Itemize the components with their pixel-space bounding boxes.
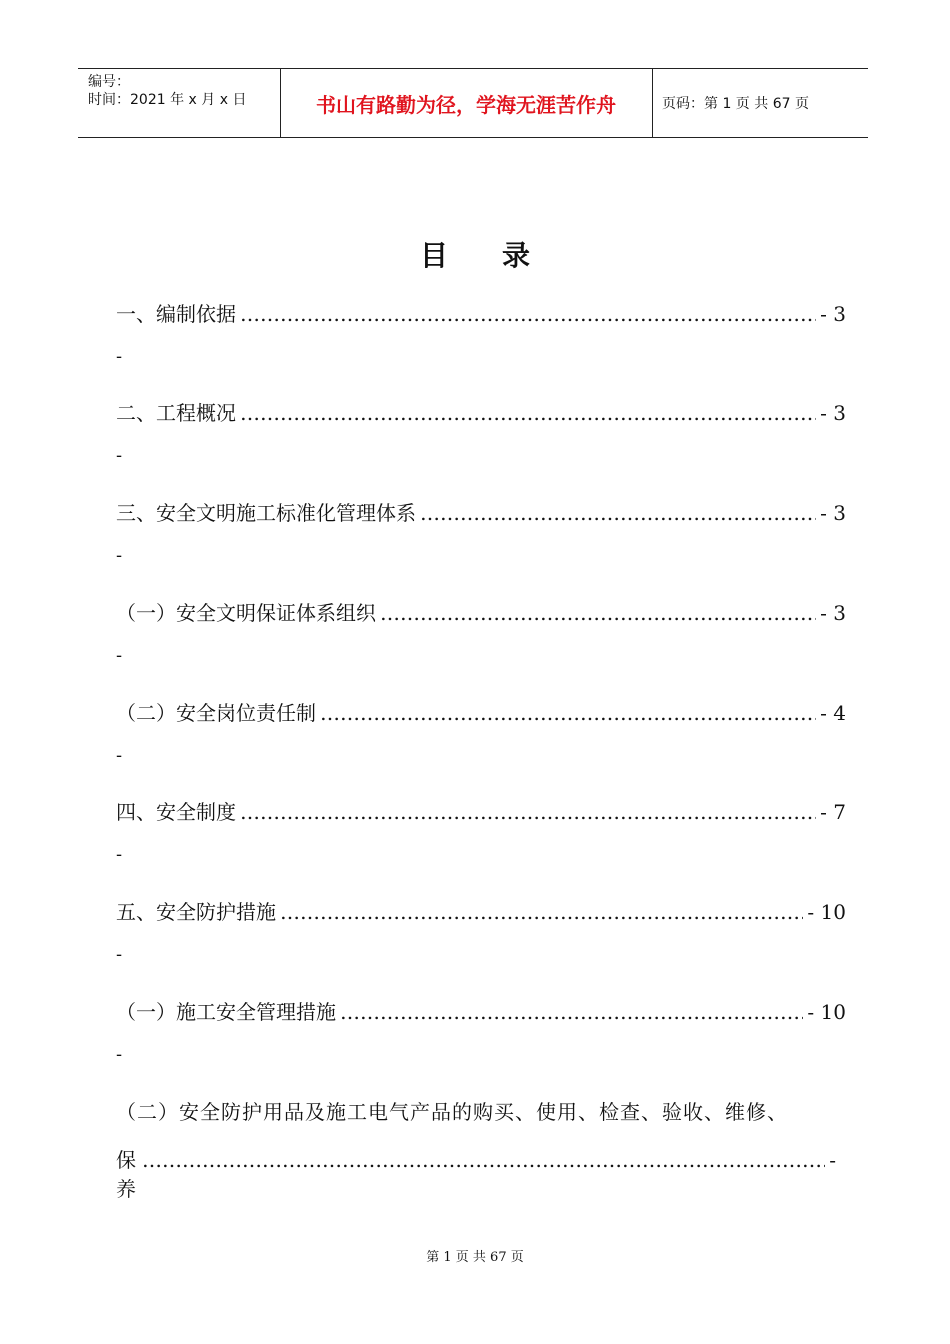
toc-entry-text: （一）施工安全管理措施: [116, 1000, 336, 1024]
toc-entry-page: -: [829, 1148, 836, 1172]
toc-entry-text: 一、编制依据: [116, 302, 236, 326]
toc-entry-tail: -: [116, 745, 123, 766]
toc-entry-text: 三、安全文明施工标准化管理体系: [116, 501, 416, 525]
toc-leader-dots: [142, 1148, 825, 1172]
toc-entry[interactable]: [116, 397, 846, 466]
toc-entry-text: 四、安全制度: [116, 800, 236, 824]
toc-entry-text: 五、安全防护措施: [116, 900, 276, 924]
toc-entry-page: - 3: [820, 601, 846, 625]
toc-entry-tail: -: [116, 346, 123, 367]
toc-entry-text: （二）安全岗位责任制: [116, 701, 316, 725]
toc-leader-dots: [240, 302, 816, 326]
toc-entry-page: - 3: [820, 501, 846, 525]
toc-entry-text-cont: 保养: [116, 1148, 136, 1201]
toc-entry[interactable]: [116, 298, 846, 367]
toc-entry-long[interactable]: [116, 1096, 846, 1201]
toc-entry-tail: -: [116, 944, 123, 965]
toc-entry-page: - 10: [807, 900, 846, 924]
toc-leader-dots: [420, 501, 816, 525]
toc-leader-dots: [240, 800, 816, 824]
header-meta-cell: [78, 69, 281, 137]
toc-entry[interactable]: [116, 497, 846, 566]
toc-leader-dots: [380, 601, 816, 625]
toc-entry-page: - 4: [820, 701, 846, 725]
toc-title: 目录: [419, 239, 584, 272]
toc-leader-dots: [240, 401, 816, 425]
toc-entry-text: （二）安全防护用品及施工电气产品的购买、使用、检查、验收、维修、: [116, 1100, 788, 1124]
header-page-code: 页码：第 1 页 共 67 页: [662, 96, 809, 112]
number-label: 编号：: [88, 74, 130, 90]
toc-entry-page: - 7: [820, 800, 846, 824]
toc-entry[interactable]: [116, 597, 846, 666]
toc-entry[interactable]: [116, 796, 846, 865]
toc-entry-tail: -: [116, 1044, 123, 1065]
toc-entry[interactable]: [116, 996, 846, 1065]
toc-entry[interactable]: [116, 697, 846, 766]
toc-entry-page: - 10: [807, 1000, 846, 1024]
toc-entry-tail: -: [116, 844, 123, 865]
toc-entry[interactable]: [116, 896, 846, 965]
toc-entry-tail: -: [116, 445, 123, 466]
toc-entry-tail: -: [116, 545, 123, 566]
toc-leader-dots: [340, 1000, 803, 1024]
toc-entry-page: - 3: [820, 401, 846, 425]
toc-leader-dots: [320, 701, 816, 725]
toc-leader-dots: [280, 900, 803, 924]
toc-entry-tail: -: [116, 645, 123, 666]
page-footer: 第 1 页 共 67 页: [426, 1250, 524, 1265]
time-label: 时间：2021 年 x 月 x 日: [88, 92, 247, 108]
header-table: [78, 68, 868, 138]
header-motto: 书山有路勤为径，学海无涯苦作舟: [280, 69, 653, 137]
toc-entry-page: - 3: [820, 302, 846, 326]
toc-entry-text: （一）安全文明保证体系组织: [116, 601, 376, 625]
toc-entry-text: 二、工程概况: [116, 401, 236, 425]
